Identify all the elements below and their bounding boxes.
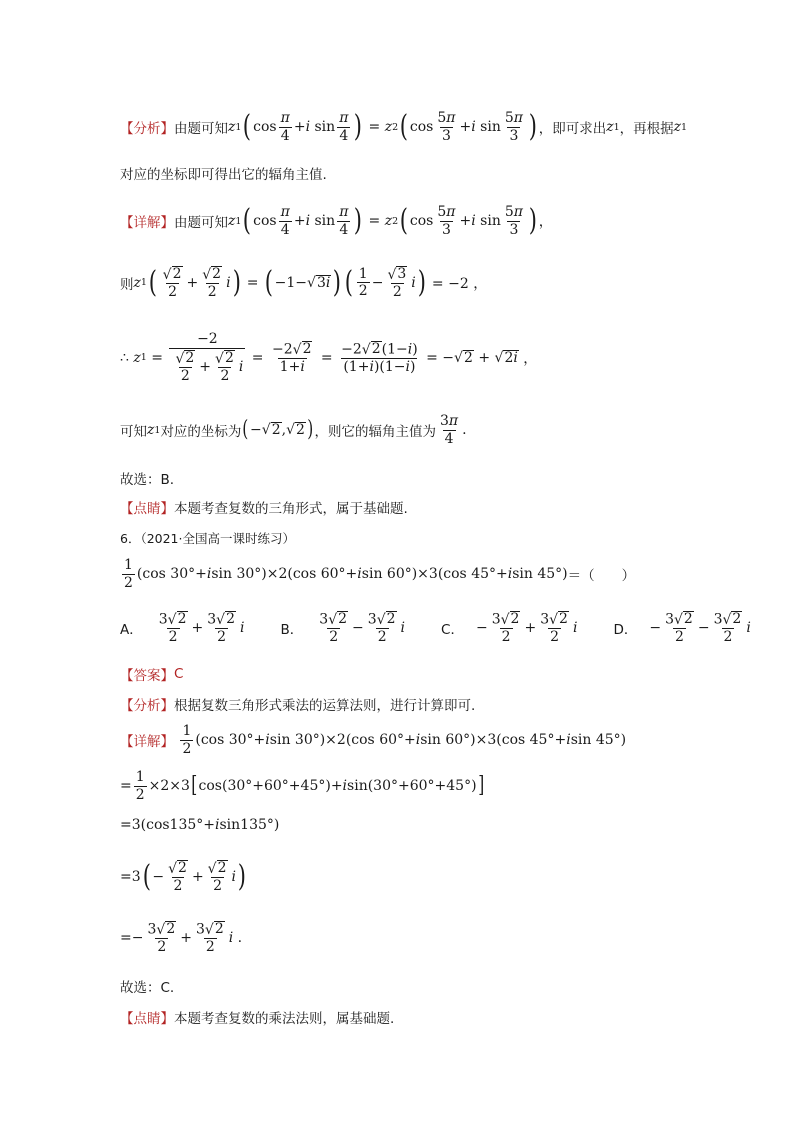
formula-step3: =3(cos135°+ i sin135°) — [120, 817, 280, 833]
question-header: 6．（2021·全国高一课时练习） — [120, 531, 295, 546]
formula-step5: =− 3 √ 2 2 + 3 √ 2 2 i . — [120, 920, 243, 956]
option-d[interactable] — [613, 611, 750, 645]
detail-line1-q6 — [120, 718, 626, 762]
select-q6: 故选：C. — [120, 980, 175, 996]
formula-step4: =3 ( − √ 2 2 + √ 2 2 i ) — [120, 858, 246, 895]
z1-symbol: z 1 — [606, 119, 620, 135]
option-a-label: A． — [120, 621, 143, 638]
answer-tag: 【答案】 — [120, 668, 174, 684]
detail-prefix: 由题可知 — [174, 215, 228, 231]
detail-line2-q5 — [120, 258, 487, 308]
option-a-formula: 3 √ 2 2 + 3 √ 2 2 i — [158, 610, 245, 646]
formula-step1: $\frac{1}{2}$ (cos 30°+ i sin 30°)×2(cos 60°+ i sin 60°)×3(cos 45°+ i sin 45°) — [182, 722, 627, 757]
formula-product: z 1 ( √ 2 2 + √ 2 2 i ) = ( −1− √ 3i ) ( $\frac{1}{2}$ − √ 3 2 i ) = −2 ， — [133, 264, 488, 301]
therefore-symbol: ∴ — [120, 349, 129, 366]
detail-line5-q6 — [120, 916, 242, 960]
select-q5: 故选：B. — [120, 472, 175, 488]
analysis-mid: ，即可求出 — [538, 121, 607, 137]
comment-tag: 【点睛】 — [120, 1011, 174, 1027]
question-tail: ＝（ ） — [567, 568, 636, 584]
select-line-q5 — [120, 468, 174, 488]
option-c-formula: − 3 √ 2 2 + 3 √ 2 2 i — [475, 610, 578, 646]
detail-line3-q5 — [120, 326, 537, 390]
option-b[interactable] — [281, 611, 406, 645]
formula-z1-solve: ∴ z 1 = −2 √ 2 2 + √ 2 2 i = −2 √ 2 1+i = −2 √ 2 (1−i) (1+i)(1−i) = − √ 2 + √ 2i ， — [120, 331, 538, 385]
conclusion-prefix: 可知 — [120, 424, 147, 440]
option-a[interactable] — [120, 611, 245, 645]
answer-value: C — [174, 666, 184, 682]
option-b-label: B． — [280, 621, 304, 638]
question-header-q6 — [120, 528, 295, 548]
question-line-q6 — [120, 552, 635, 596]
analysis-q6: 根据复数三角形式乘法的运算法则，进行计算即可. — [174, 698, 476, 714]
analysis-tag: 【分析】 — [120, 121, 174, 137]
formula-coordinate: ( − √ 2 , √ 2 ) — [242, 417, 314, 442]
comment-tag: 【点睛】 — [120, 501, 174, 517]
analysis-line-q5 — [120, 104, 687, 150]
options-line-q6 — [120, 606, 787, 650]
comment-line-q5 — [120, 497, 408, 517]
comment-line-q6 — [120, 1007, 394, 1027]
formula-step2: = $\frac{1}{2}$ ×2×3 [ cos(30°+60°+45°)+ i sin(30°+60°+45°) ] — [120, 768, 484, 803]
option-d-label: D． — [613, 621, 638, 638]
z1-symbol: z 1 — [673, 119, 688, 135]
detail-line3-q6 — [120, 814, 279, 836]
analysis-tag: 【分析】 — [120, 698, 174, 714]
detail-tag: 【详解】 — [120, 734, 174, 750]
z1-symbol: z 1 — [147, 422, 161, 438]
option-d-formula: − 3 √ 2 2 − 3 √ 2 2 i — [649, 610, 751, 646]
analysis-line-q6 — [120, 694, 475, 714]
detail-line1-q5 — [120, 198, 553, 244]
formula-question: $\frac{1}{2}$ (cos 30°+ i sin 30°)×2(cos 60°+ i sin 60°)×3(cos 45°+ i sin 45°) — [124, 556, 568, 591]
analysis-prefix: 由题可知 — [174, 121, 228, 137]
analysis-line2: 对应的坐标即可得出它的辐角主值. — [120, 167, 327, 183]
conclusion-mid2: ，则它的辐角主值为 — [314, 424, 436, 440]
detail-line4-q5 — [120, 408, 467, 452]
answer-line-q6 — [120, 664, 183, 684]
option-b-formula: 3 √ 2 2 − 3 √ 2 2 i — [319, 610, 406, 646]
detail-tag: 【详解】 — [120, 215, 174, 231]
analysis-mid2: ，再根据 — [619, 121, 674, 137]
formula-z1-trig: z 1 ( cos $\frac{\pi}{4}$ + i sin $\frac{\pi}{4}$ ) = z 2 ( cos $\frac{5\pi}{3}$ + i sin $\frac{5\pi}{3}$ ) — [228, 109, 537, 144]
option-c[interactable] — [441, 611, 577, 645]
formula-argument: $\frac{3\pi}{4}$ . — [440, 412, 467, 447]
detail-line4-q6 — [120, 852, 248, 902]
analysis-line2-q5 — [120, 163, 327, 183]
option-c-label: C． — [441, 621, 464, 638]
select-line-q6 — [120, 976, 174, 996]
conclusion-mid: 对应的坐标为 — [160, 424, 242, 440]
formula-z1-trig: z 1 ( cos $\frac{\pi}{4}$ + i sin $\frac{\pi}{4}$ ) = z 2 ( cos $\frac{5\pi}{3}$ + i sin $\frac{5\pi}{3}$ ) ， — [228, 203, 553, 238]
detail-line2-q6 — [120, 764, 485, 808]
comment-q6: 本题考查复数的乘法法则，属基础题. — [174, 1011, 395, 1027]
then-prefix: 则 — [120, 277, 134, 293]
comment-q5: 本题考查复数的三角形式，属于基础题. — [174, 501, 408, 517]
